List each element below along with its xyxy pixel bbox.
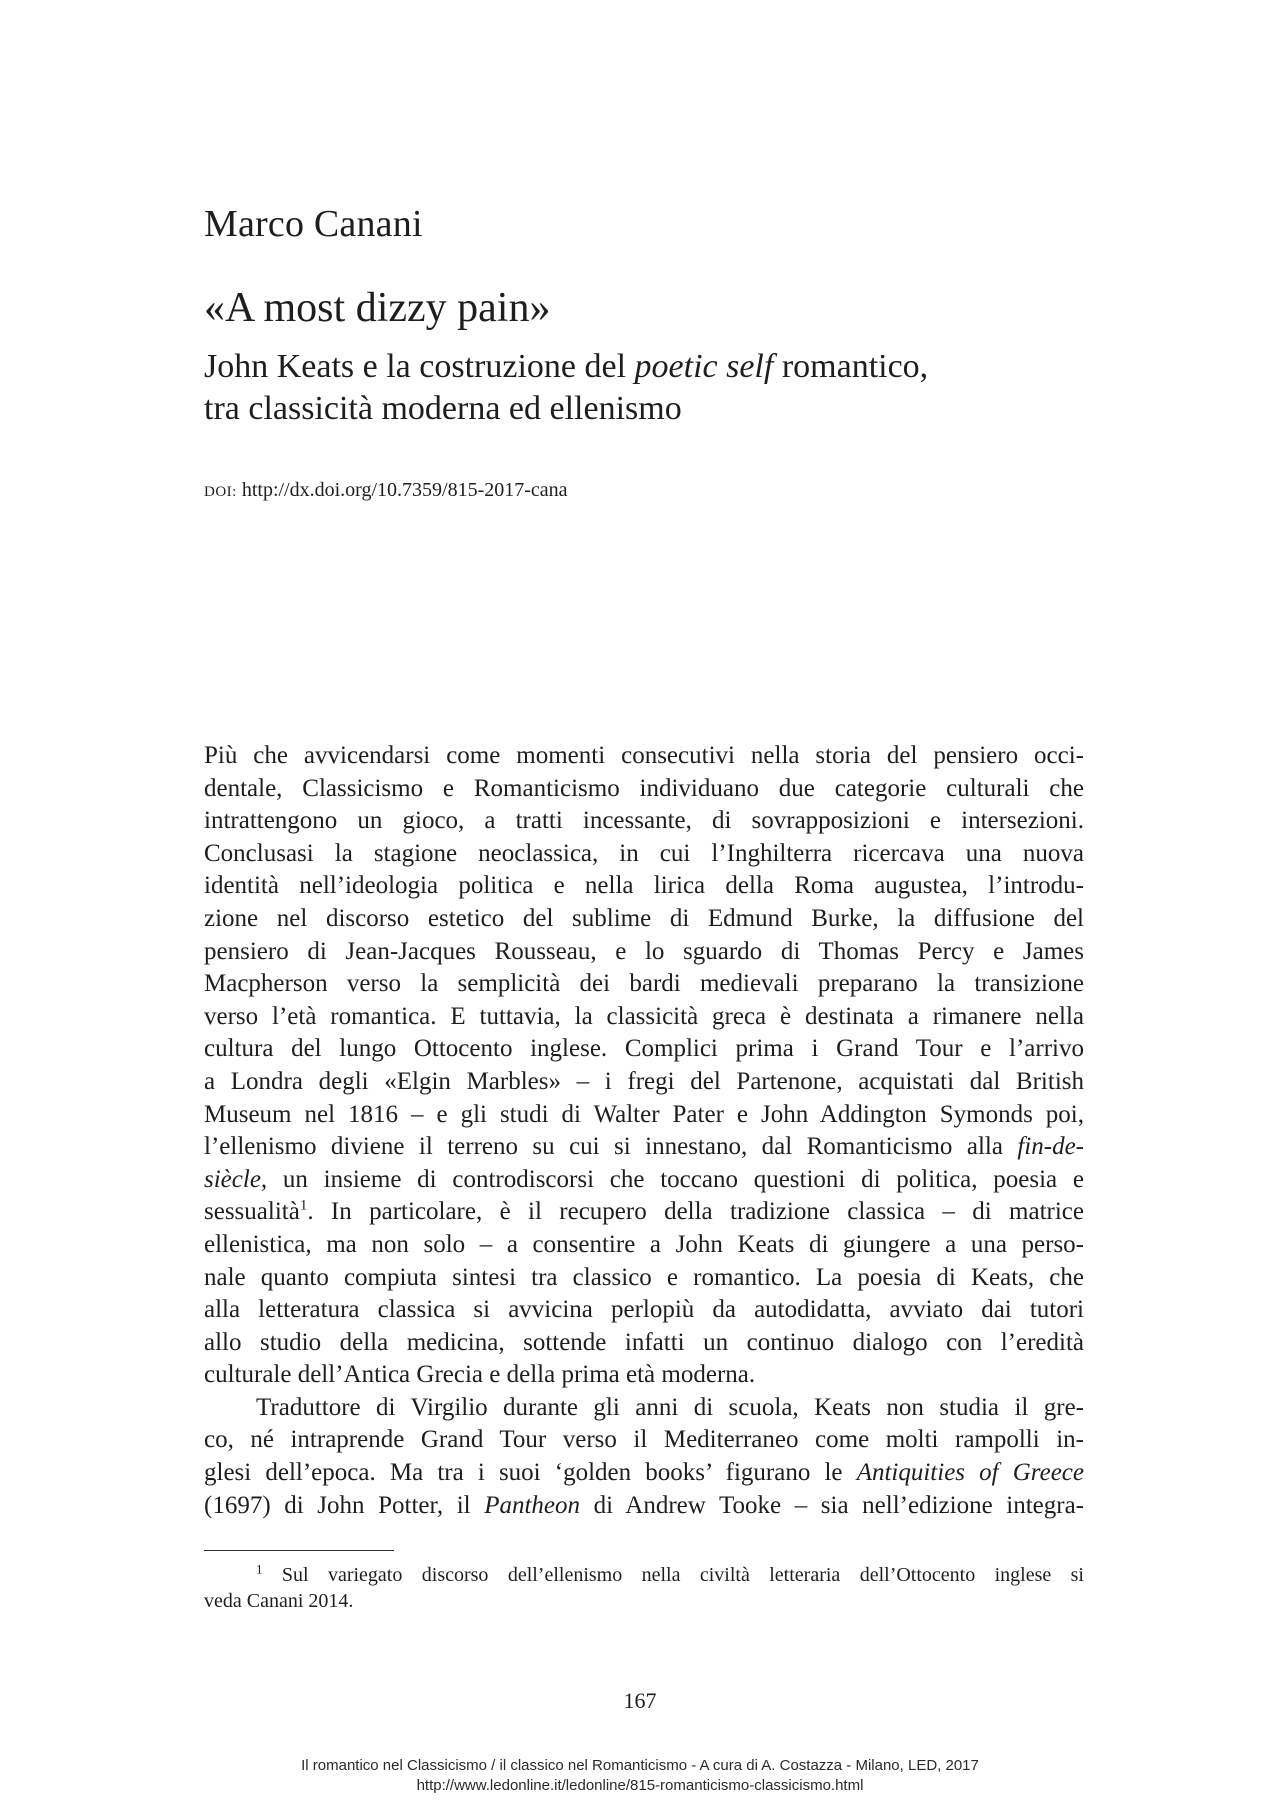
body-line: co, né intraprende Grand Tour verso il Mediterraneo come molti rampolli in-	[204, 1426, 1084, 1454]
body-line: zione nel discorso estetico del sublime di Edmund Burke, la diffusione del	[204, 904, 1084, 932]
page-number: 167	[623, 1688, 657, 1713]
footnote-marker: 1	[256, 1561, 263, 1577]
subtitle-text-end: romantico,	[773, 348, 929, 385]
body-text-segment: sessualità	[204, 1198, 300, 1226]
footnote-text: Sul variegato discorso dell’ellenismo nella civiltà letteraria dell’Ottocento inglese si	[262, 1564, 1084, 1586]
body-line	[204, 1164, 1084, 1197]
doi-link[interactable]: http://dx.doi.org/10.7359/815-2017-cana	[241, 479, 568, 501]
article-title: «A most dizzy pain»	[204, 285, 551, 331]
body-line: Traduttore di Virgilio durante gli anni di scuola, Keats non studia il gre-	[256, 1393, 1084, 1421]
body-line: pensiero di Jean-Jacques Rousseau, e lo sguardo di Thomas Percy e James	[204, 937, 1084, 965]
body-text-segment: , un insieme di controdiscorsi che toccano questioni di politica, poesia e	[260, 1165, 1084, 1193]
subtitle-line-2: tra classicità moderna ed ellenismo	[204, 390, 682, 427]
doi-label: DOI:	[204, 484, 237, 500]
subtitle-italic: poetic self	[634, 348, 774, 385]
body-italic-segment: fin-de-	[1017, 1133, 1084, 1161]
body-text	[204, 740, 1084, 1522]
body-text-segment: glesi dell’epoca. Ma tra i suoi ‘golden books’ figurano le	[204, 1459, 857, 1487]
body-text-segment: (1697) di John Potter, il	[204, 1491, 485, 1519]
footnote-line: veda Canani 2014.	[204, 1590, 354, 1612]
body-line: Macpherson verso la semplicità dei bardi medievali preparano la transizione	[204, 970, 1084, 998]
footnote-line	[204, 1562, 1084, 1588]
doi	[204, 477, 568, 505]
body-line: Più che avvicendarsi come momenti consecutivi nella storia del pensiero occi-	[204, 742, 1084, 769]
article-subtitle	[204, 346, 1104, 430]
body-line: culturale dell’Antica Grecia e della prima età moderna.	[204, 1361, 756, 1389]
body-line	[204, 1490, 1084, 1523]
footnote-separator	[204, 1550, 394, 1551]
subtitle-line-1	[204, 346, 1104, 388]
footnote	[204, 1562, 1084, 1614]
body-line: ellenistica, ma non solo – a consentire a John Keats di giungere a una perso-	[204, 1230, 1084, 1258]
body-text-segment: di Andrew Tooke – sia nell’edizione integra-	[580, 1491, 1085, 1519]
body-line: alla letteratura classica si avvicina perlopiù da autodidatta, avviato dai tutori	[204, 1296, 1084, 1324]
author-name: Marco Canani	[204, 203, 423, 245]
colophon-citation: Il romantico nel Classicismo / il classico nel Romanticismo - A cura di A. Costazza - Milano, LED, 2017	[301, 1757, 979, 1774]
body-italic-segment: siècle	[204, 1165, 261, 1193]
body-line: Conclusasi la stagione neoclassica, in cui l’Inghilterra ricercava una nuova	[204, 839, 1084, 867]
subtitle-text: John Keats e la costruzione del	[204, 348, 635, 385]
footnote-reference[interactable]: 1	[299, 1197, 308, 1214]
body-text-segment: l’ellenismo diviene il terreno su cui si innestano, dal Romanticismo alla	[204, 1133, 1018, 1161]
body-line	[204, 1196, 1084, 1229]
body-italic-segment: Pantheon	[484, 1491, 581, 1519]
body-line: cultura del lungo Ottocento inglese. Complici prima i Grand Tour e l’arrivo	[204, 1035, 1084, 1063]
body-line: nale quanto compiuta sintesi tra classico e romantico. La poesia di Keats, che	[204, 1263, 1084, 1291]
body-text-segment: . In particolare, è il recupero della tradizione classica – di matrice	[307, 1198, 1084, 1226]
body-line	[204, 1131, 1084, 1164]
body-line: allo studio della medicina, sottende infatti un continuo dialogo con l’eredità	[204, 1328, 1084, 1356]
body-line	[204, 1457, 1084, 1490]
body-line: intrattengono un gioco, a tratti incessante, di sovrapposizioni e intersezioni.	[204, 807, 1084, 835]
body-line: a Londra degli «Elgin Marbles» – i fregi del Partenone, acquistati dal British	[204, 1067, 1084, 1095]
colophon	[0, 1756, 1280, 1796]
body-line: verso l’età romantica. E tuttavia, la classicità greca è destinata a rimanere nella	[204, 1002, 1084, 1030]
body-line: identità nell’ideologia politica e nella lirica della Roma augustea, l’introdu-	[204, 872, 1084, 900]
body-line: dentale, Classicismo e Romanticismo individuano due categorie culturali che	[204, 774, 1084, 802]
colophon-link[interactable]: http://www.ledonline.it/ledonline/815-romanticismo-classicismo.html	[416, 1777, 864, 1794]
body-line: Museum nel 1816 – e gli studi di Walter Pater e John Addington Symonds poi,	[204, 1100, 1084, 1128]
body-italic-segment: Antiquities of Greece	[856, 1459, 1084, 1487]
